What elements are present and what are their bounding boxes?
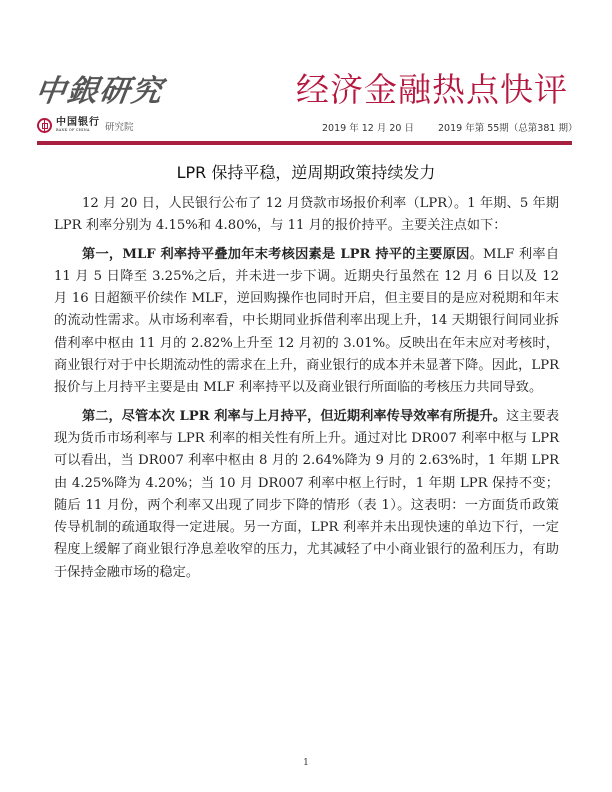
series-title: 经济金融热点快评 <box>296 70 568 109</box>
bank-of-china-logo-icon <box>37 118 52 133</box>
paragraph-text: 12 月 20 日，人民银行公布了 12 月贷款市场报价利率（LPR）。1 年期、5 年期 LPR 利率分别为 4.15%和 4.80%，与 11 月的报价持平。主要关注点如下： <box>54 196 559 234</box>
paragraph-point-2 <box>54 406 559 584</box>
paragraph-text: 这主要表现为货币市场利率与 LPR 利率的相关性有所上升。通过对比 DR007 利率中枢与 LPR 可以看出，当 DR007 利率中枢由 8 月的 2.64%降为 9 月的 2.63%时，1 年期 LPR 由 4.25%降为 4.20%；当 10 月 DR007 利率中枢上行时，1 年期 LPR 保持不变；随后 11 月份，两个利率又出现了同步下降的情形（表 1）。这表明：一方面货币政策传导机制的疏通取得一定进展。另一方面，LPR 利率并未出现快速的单边下行，一定程度上缓解了商业银行净息差收窄的压力，尤其减轻了中小商业银行的盈利压力，有助于保持金融市场的稳定。 <box>54 408 560 580</box>
paragraph-intro <box>54 193 559 238</box>
bank-name-en: BANK OF CHINA <box>56 128 90 133</box>
document-title: LPR 保持平稳，逆周期政策持续发力 <box>176 163 436 182</box>
document-body <box>54 193 559 590</box>
bank-name <box>56 118 100 133</box>
institute-label: 研究院 <box>105 122 134 133</box>
issue-number: 2019 年第 55期（总第381 期） <box>438 123 578 134</box>
paragraph-text: 。MLF 利率自 11 月 5 日降至 3.25%之后，并未进一步下调。近期央行虽然在 12 月 6 日以及 12 月 16 日超额平价续作 MLF，逆回购操作也同时开启，但主要目的是应对税期和年末的流动性需求。从市场利率看，中长期同业拆借利率出现上升，14 天期银行间同业拆借利率中枢由 11 月的 2.82%上升至 12 月初的 3.01%。反映出在年末应对考核时，商业银行对于中长期流动性的需求在上升，商业银行的成本并未显著下降。因此，LPR 报价与上月持平主要是由 MLF 利率持平以及商业银行所面临的考核压力共同导致。 <box>54 246 560 396</box>
paragraph-lead: 第二，尽管本次 LPR 利率与上月持平，但近期利率传导效率有所提升。 <box>82 408 507 424</box>
bank-of-china-logo <box>37 118 100 133</box>
research-brand-logo: 中銀研究 <box>33 74 166 109</box>
paragraph-point-1 <box>54 244 559 400</box>
paragraph-lead: 第一，MLF 利率持平叠加年末考核因素是 LPR 持平的主要原因 <box>82 246 470 262</box>
bank-name-cn: 中国银行 <box>56 117 100 129</box>
page-number: 1 <box>303 758 309 768</box>
header-divider <box>37 141 572 145</box>
publication-date: 2019 年 12 月 20 日 <box>322 123 414 134</box>
